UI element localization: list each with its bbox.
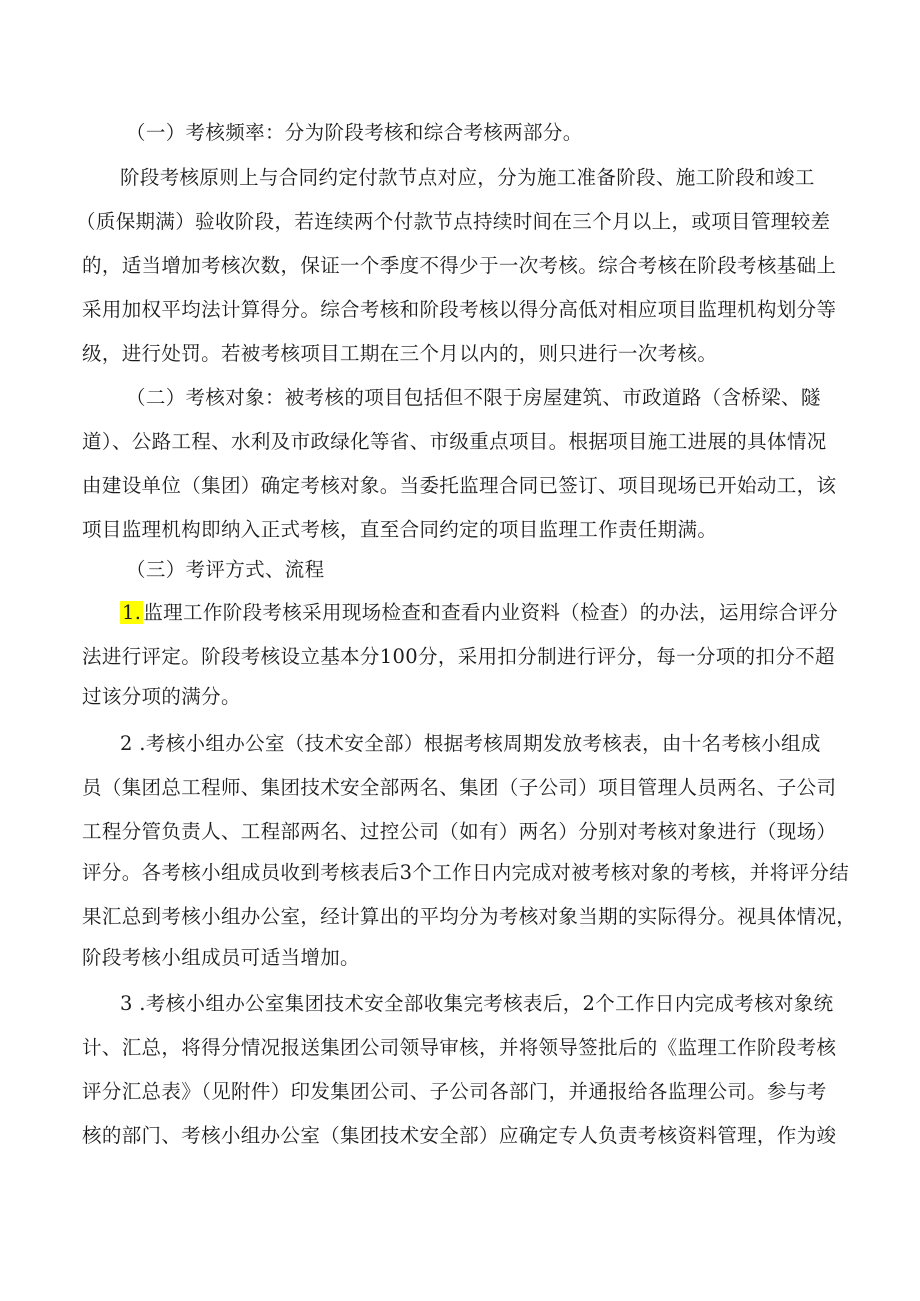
paragraph-line: 阶段考核小组成员可适当增加。 [82,946,360,969]
paragraph-line: 级，进行处罚。若被考核项目工期在三个月以内的，则只进行一次考核。 [82,342,718,365]
item-1-line [120,598,838,628]
paragraph-line: 项目监理机构即纳入正式考核，直至合同约定的项目监理工作责任期满。 [82,518,718,541]
paragraph-line: 阶段考核原则上与合同约定付款节点对应，分为施工准备阶段、施工阶段和竣工 [120,166,815,189]
section-1-heading: （一）考核频率：分为阶段考核和综合考核两部分。 [126,121,583,144]
paragraph-line: 的，适当增加考核次数，保证一个季度不得少于一次考核。综合考核在阶段考核基础上 [82,254,837,277]
paragraph-line: 评分。各考核小组成员收到考核表后3个工作日内完成对被考核对象的考核，并将评分结 [82,861,850,884]
paragraph-line: 员（集团总工程师、集团技术安全部两名、集团（子公司）项目管理人员两名、子公司 [82,776,837,799]
paragraph-line: 法进行评定。阶段考核设立基本分100分，采用扣分制进行评分，每一分项的扣分不超 [82,645,835,668]
paragraph-line: 道）、公路工程、水利及市政绿化等省、市级重点项目。根据项目施工进展的具体情况 [82,430,827,453]
section-3-heading: （三）考评方式、流程 [126,558,325,581]
item-1-marker: 1. [122,601,142,624]
item-1-text: 监理工作阶段考核采用现场检查和查看内业资料（检查）的办法，运用综合评分 [143,601,839,624]
item-2-line: 2 .考核小组办公室（技术安全部）根据考核周期发放考核表，由十名考核小组成 [120,732,821,755]
section-2-heading: （二）考核对象：被考核的项目包括但不限于房屋建筑、市政道路（含桥梁、隧 [126,386,821,409]
item-3-line: 3 .考核小组办公室集团技术安全部收集完考核表后，2个工作日内完成考核对象统 [120,992,834,1015]
paragraph-line: 评分汇总表》（见附件）印发集团公司、子公司各部门，并通报给各监理公司。参与考 [82,1080,827,1103]
paragraph-line: 核的部门、考核小组办公室（集团技术安全部）应确定专人负责考核资料管理，作为竣 [82,1124,837,1147]
paragraph-line: 计、汇总，将得分情况报送集团公司领导审核，并将领导签批后的《监理工作阶段考核 [82,1036,837,1059]
paragraph-line: （质保期满）验收阶段，若连续两个付款节点持续时间在三个月以上，或项目管理较差 [76,210,831,233]
paragraph-line: 果汇总到考核小组办公室，经计算出的平均分为考核对象当期的实际得分。视具体情况， [82,905,857,928]
paragraph-line: 工程分管负责人、工程部两名、过控公司（如有）两名）分别对考核对象进行（现场） [82,820,837,843]
paragraph-line: 采用加权平均法计算得分。综合考核和阶段考核以得分高低对相应项目监理机构划分等 [82,298,837,321]
paragraph-line: 由建设单位（集团）确定考核对象。当委托监理合同已签订、项目现场已开始动工，该 [82,474,837,497]
paragraph-line: 过该分项的满分。 [82,685,241,708]
